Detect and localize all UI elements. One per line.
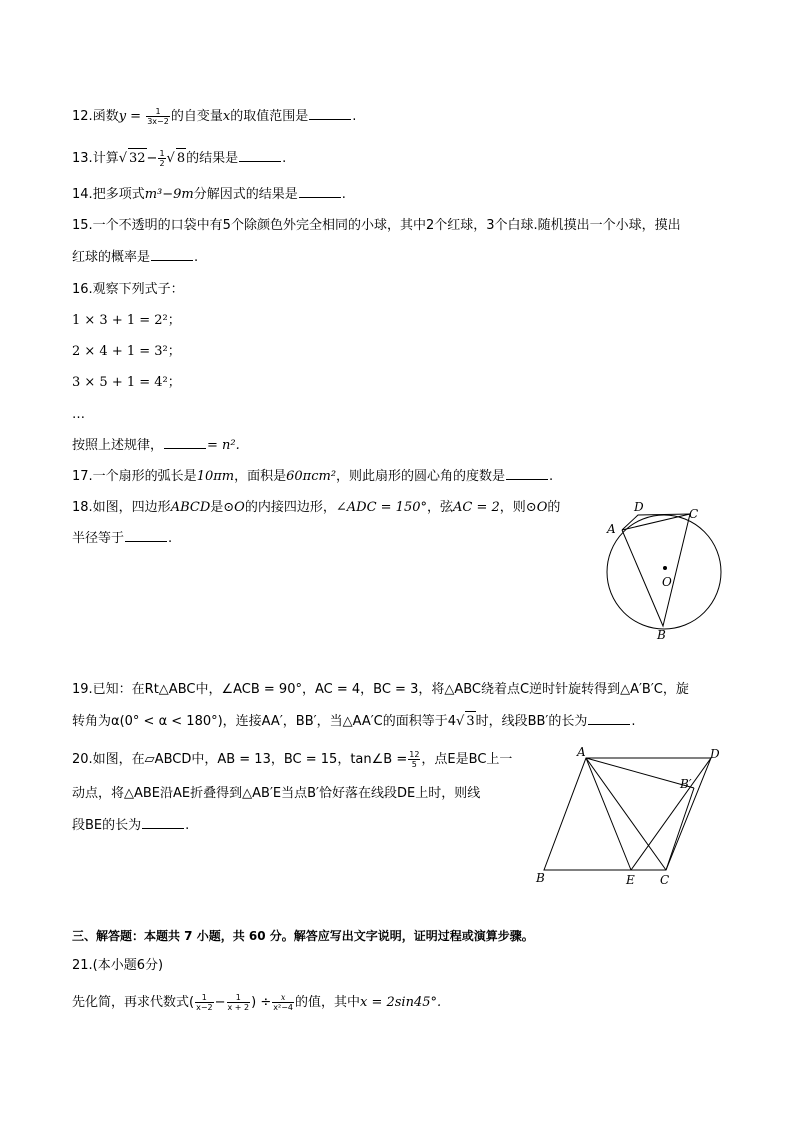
q18-text-mid: 是 (210, 500, 224, 515)
q12-frac-den: 3x−2 (147, 117, 169, 126)
q18-quad: ABCD (170, 500, 211, 515)
q14-number: 14. (72, 187, 93, 202)
q12-function: y = (118, 109, 146, 124)
q18-text-mid3: ，弦 (426, 500, 453, 515)
q20-segment-ac (586, 758, 666, 870)
q20-label-d: D (710, 747, 720, 761)
q20-answer-blank[interactable] (142, 816, 184, 829)
q18-text-end: 的 (547, 500, 561, 515)
q20-label-b: B (536, 871, 545, 885)
q12-text-pre: 函数 (92, 109, 119, 124)
q16-equation-1: 1 × 3 + 1 = 2²； (72, 313, 181, 328)
q19-text-1: 19.已知：在Rt△ABC中，∠ACB = 90°，AC = 4，BC = 3，将△ABC绕着点C逆时针旋转得到△A′B′C，旋 (72, 682, 689, 697)
q18-circle (607, 515, 721, 629)
question-19-line-2 (72, 711, 636, 732)
q20-fraction (408, 750, 420, 769)
q21-condition: x = 2sin45°. (360, 995, 442, 1010)
q20-label-e: E (626, 873, 635, 887)
q18-text-pre: 18.如图，四边形 (72, 500, 171, 515)
q15-text-1: 15.一个不透明的口袋中有5个除颜色外完全相同的小球，其中2个红球，3个白球.随机摸出一个小球，摸出 (72, 218, 681, 233)
question-12 (72, 107, 356, 127)
sqrt-icon: √ (456, 714, 465, 729)
q17-arc-length: 10πm (196, 469, 235, 484)
q12-end: . (352, 109, 357, 124)
q20-end: . (185, 818, 190, 833)
q19-radicand: 3 (465, 711, 475, 732)
question-18-line-1 (72, 498, 560, 518)
q14-answer-blank[interactable] (299, 185, 341, 198)
circle-icon: ⊙ (223, 500, 235, 515)
q20-parallelogram (544, 758, 711, 870)
q16-intro-text: 16.观察下列式子： (72, 282, 184, 297)
q20-text-2: 动点，将△ABE沿AE折叠得到△AB′E当点B′恰好落在线段DE上时，则线 (72, 786, 481, 801)
q20-label-c: C (660, 873, 670, 887)
q16-equation-2: 2 × 4 + 1 = 3²； (72, 344, 181, 359)
question-21-header: 21.(本小题6分) (72, 958, 164, 973)
q21-f3-num: x (272, 993, 294, 1003)
q13-frac-num: 1 (159, 149, 165, 158)
q18-circle-o-2: O (536, 500, 548, 515)
q13-radicand-1: 32 (128, 148, 147, 169)
question-13 (72, 148, 286, 169)
q20-label-b-prime: B′ (680, 777, 692, 791)
q12-number: 12. (72, 109, 93, 124)
q12-var: x (222, 109, 231, 124)
q19-text-2-post: 时，线段BB′的长为 (475, 714, 588, 729)
q13-text-post: 的结果是 (186, 151, 239, 166)
question-16-intro (72, 280, 184, 300)
question-20-line-1 (72, 750, 512, 770)
q18-end: . (168, 531, 173, 546)
q19-end: . (631, 714, 636, 729)
q20-text-1-pre: 20.如图，在▱ABCD中，AB = 13，BC = 15，tan∠B = (72, 752, 408, 767)
question-15-line-1 (72, 216, 681, 236)
q20-segment-de (631, 758, 711, 870)
q20-segment-ae (586, 758, 631, 870)
sqrt-icon: √ (118, 151, 127, 166)
q18-text-mid4: ，则 (499, 500, 526, 515)
q18-angle: ∠ADC = 150° (335, 500, 427, 515)
q21-text-post: 的值，其中 (294, 995, 360, 1010)
q18-label-o: O (662, 575, 672, 589)
q12-fraction (146, 107, 170, 126)
q13-frac-den: 2 (159, 159, 165, 168)
section-3-heading: 三、解答题：本题共 7 小题，共 60 分。解答应写出文字说明，证明过程或演算步骤。 (72, 929, 534, 943)
q13-number: 13. (72, 151, 93, 166)
question-19-line-1 (72, 680, 689, 700)
q20-frac-num: 12 (409, 750, 420, 759)
q21-f1-num: 1 (195, 993, 214, 1003)
q12-answer-blank[interactable] (309, 107, 351, 120)
q18-label-b: B (657, 628, 666, 642)
q17-text-pre: 17.一个扇形的弧长是 (72, 469, 197, 484)
q20-label-a: A (577, 745, 586, 759)
q21-f2-den: x + 2 (227, 1003, 250, 1012)
q21-f2-num: 1 (227, 993, 251, 1003)
q20-segment-b-prime-c (666, 788, 694, 870)
q12-text-post2: 的取值范围是 (230, 109, 309, 124)
q21-divide: ) ÷ (251, 995, 272, 1010)
q13-minus: − (146, 151, 158, 166)
q16-equation-3: 3 × 5 + 1 = 4²； (72, 375, 181, 390)
q20-text-3: 段BE的长为 (72, 818, 142, 833)
q16-ellipsis: … (72, 407, 85, 422)
q17-text-post: ，则此扇形的圆心角的度数是 (336, 469, 506, 484)
q14-polynomial: m³−9m (144, 187, 194, 202)
q21-fraction-2 (227, 993, 251, 1012)
q18-center-dot (663, 566, 667, 570)
q21-f1-den: x−2 (196, 1003, 213, 1012)
q12-frac-num: 1 (146, 107, 170, 117)
q15-end: . (194, 250, 199, 265)
q14-text-post: 分解因式的结果是 (193, 187, 298, 202)
q20-parallelogram-figure (530, 740, 730, 890)
q13-radicand-2: 8 (176, 148, 186, 169)
q20-segment-ab-prime (586, 758, 694, 788)
q18-chord: AC = 2 (453, 500, 500, 515)
q17-end: . (549, 469, 554, 484)
q19-answer-blank[interactable] (588, 712, 630, 725)
question-15-line-2 (72, 248, 198, 268)
q20-frac-den: 5 (411, 760, 417, 769)
question-17 (72, 467, 553, 487)
q12-text-post: 的自变量 (170, 109, 223, 124)
q18-quadrilateral (622, 514, 690, 626)
question-18-line-2 (72, 529, 172, 549)
question-20-line-3 (72, 816, 189, 836)
question-21-body (72, 993, 441, 1013)
q18-circle-figure (598, 498, 738, 648)
q14-text-pre: 把多项式 (92, 187, 145, 202)
question-20-line-2 (72, 784, 480, 804)
q21-minus: − (214, 995, 226, 1010)
q17-text-mid: ，面积是 (234, 469, 287, 484)
q13-answer-blank[interactable] (239, 149, 281, 162)
q17-area: 60πcm² (286, 469, 337, 484)
q20-text-1-post: ，点E是BC上一 (421, 752, 513, 767)
q17-answer-blank[interactable] (506, 467, 548, 480)
q18-text-2: 半径等于 (72, 531, 125, 546)
q16-rule-post: = n². (207, 438, 240, 453)
q21-fraction-1 (195, 993, 214, 1012)
q18-label-a: A (607, 522, 616, 536)
q18-text-mid2: 的内接四边形， (244, 500, 336, 515)
circle-icon: ⊙ (525, 500, 537, 515)
q18-circle-o: O (234, 500, 245, 515)
q14-end: . (341, 187, 346, 202)
q21-fraction-3 (272, 993, 294, 1012)
q21-f3-den: x²−4 (273, 1003, 293, 1012)
q18-label-d: D (634, 500, 644, 514)
q16-rule (72, 436, 240, 456)
q13-fraction (158, 149, 165, 168)
q15-text-2: 红球的概率是 (72, 250, 151, 265)
q18-answer-blank[interactable] (125, 529, 167, 542)
sqrt-icon: √ (166, 151, 175, 166)
q18-chord-ac (622, 514, 690, 530)
q19-text-2-pre: 转角为α(0° < α < 180°)，连接AA′，BB′，当△AA′C的面积等于4 (72, 714, 457, 729)
question-14 (72, 185, 346, 205)
q15-answer-blank[interactable] (151, 248, 193, 261)
q13-end: . (282, 151, 287, 166)
q21-text-pre: 先化简，再求代数式( (72, 995, 195, 1010)
q18-label-c: C (689, 507, 699, 521)
q16-rule-pre: 按照上述规律， (72, 438, 164, 453)
q16-answer-blank[interactable] (164, 436, 206, 449)
q13-text-pre: 计算 (92, 151, 119, 166)
